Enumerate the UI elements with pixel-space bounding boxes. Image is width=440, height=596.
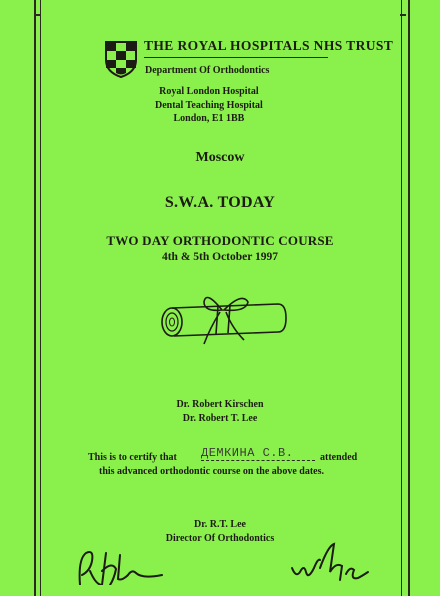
director-title: Director Of Orthodontics (165, 532, 275, 544)
lecturer-list (40, 398, 400, 425)
hospital-crest-icon (104, 40, 138, 78)
lecturer-name: Dr. Robert T. Lee (182, 412, 258, 424)
department-name: Department Of Orthodontics (145, 65, 270, 76)
lecturer-name: Dr. Robert Kirschen (176, 399, 264, 410)
address-line: Royal London Hospital (159, 86, 259, 97)
signature-left (72, 545, 167, 585)
certify-statement: this advanced orthodontic course on the above dates. (99, 466, 325, 477)
signature-right (290, 538, 370, 585)
event-title: S.W.A. TODAY (164, 194, 276, 211)
certify-prefix: This is to certify that (88, 452, 177, 463)
course-dates: 4th & 5th October 1997 (161, 251, 279, 263)
hospital-address (155, 85, 263, 126)
director-name: Dr. R.T. Lee (194, 519, 246, 530)
certify-suffix: attended (320, 452, 358, 463)
address-line: London, E1 1BB (173, 113, 245, 124)
rolled-diploma-icon (158, 288, 288, 350)
border-corner (34, 14, 40, 16)
trust-name: THE ROYAL HOSPITALS NHS TRUST (144, 38, 394, 53)
header-rule (144, 57, 328, 58)
address-line: Dental Teaching Hospital (155, 99, 263, 111)
attendee-name: ДЕМКИНА С.В. (201, 446, 315, 461)
city-heading: Moscow (195, 150, 245, 165)
border-corner (400, 14, 406, 16)
course-title: TWO DAY ORTHODONTIC COURSE (106, 233, 334, 248)
